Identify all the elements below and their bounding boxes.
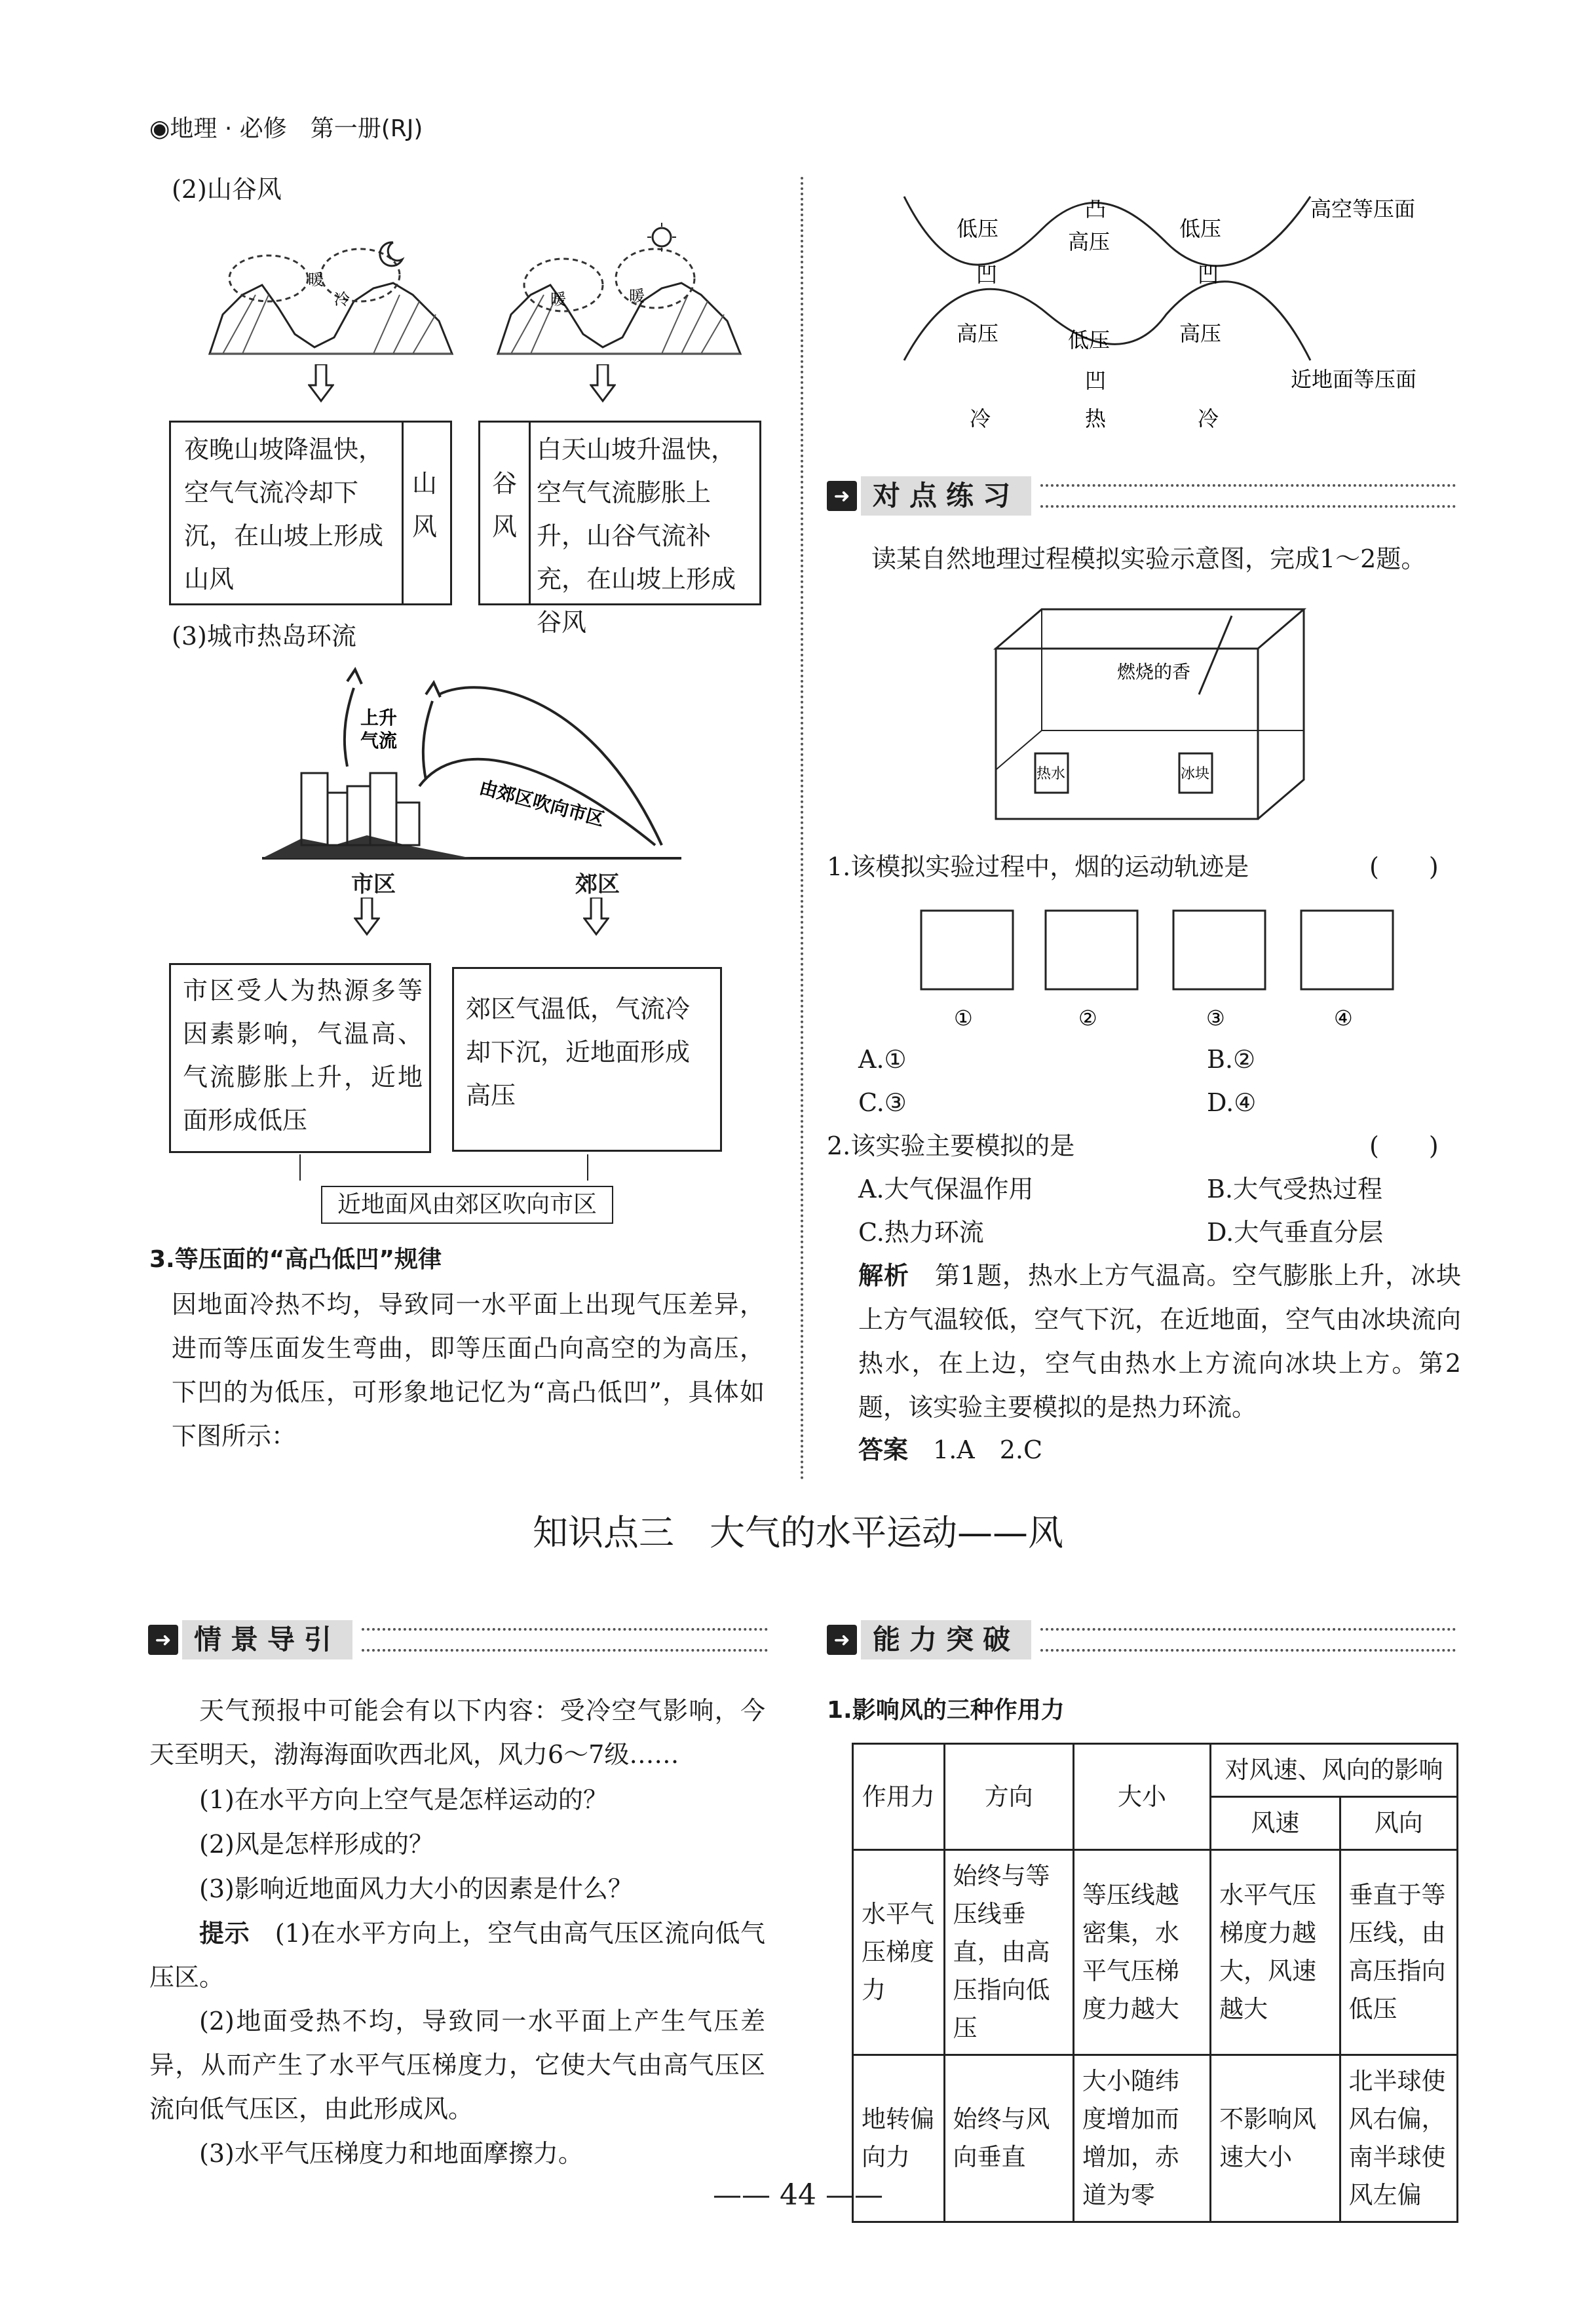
scene-hint1: 提示 (1)在水平方向上，空气由高气压区流向低气压区。: [149, 1919, 765, 1992]
ability-title: 1.影响风的三种作用力: [827, 1697, 1065, 1724]
q1-text: 1.该模拟实验过程中，烟的运动轨迹是: [827, 852, 1249, 881]
heat-island-title: (3)城市热岛环流: [172, 622, 356, 651]
q2-option-a[interactable]: A.大气保温作用: [858, 1175, 1034, 1203]
rule-title: 3.等压面的“高凸低凹”规律: [149, 1246, 442, 1273]
svg-text:凹: 凹: [1085, 368, 1107, 393]
circulation-options-diagram: [915, 904, 1439, 1035]
th-speed: 风速: [1211, 1797, 1340, 1850]
valley-wind-diagram: [203, 223, 780, 380]
sun-icon: [647, 223, 676, 252]
page-number: —— 44 ——: [713, 2178, 883, 2212]
q1-option-a[interactable]: A.①: [858, 1045, 907, 1074]
ability-header: ➜ 能力突破: [827, 1618, 1456, 1661]
table-row: 水平气压梯度力 始终与等压线垂直，由高压指向低压 等压线越密集，水平气压梯度力越大 水平气压梯度力越大，风速越大 垂直于等压线，由高压指向低压: [853, 1850, 1458, 2055]
svg-text:高压: 高压: [1179, 321, 1222, 346]
down-arrow-icon: [308, 364, 334, 404]
scene-hint3: (3)水平气压梯度力和地面摩擦力。: [199, 2139, 583, 2168]
down-arrow-icon: [590, 364, 616, 404]
svg-text:低压: 低压: [1179, 216, 1222, 241]
valley-title: (2)山谷风: [172, 175, 282, 204]
svg-text:热: 热: [1085, 406, 1107, 431]
heat-island-diagram: [262, 662, 681, 898]
arrow-icon: ➜: [827, 481, 857, 511]
city-label: 市区: [351, 871, 396, 898]
city-box: 市区受人为热源多等因素影响，气温高、气流膨胀上升，近地面形成低压: [169, 963, 431, 1153]
valley-wind-label: 谷风: [491, 469, 517, 541]
th-direction: 方向: [944, 1744, 1073, 1850]
upper-isobar-label: 高空等压面: [1310, 197, 1416, 221]
option-2-label: ②: [1078, 1006, 1097, 1031]
svg-text:暖: 暖: [550, 290, 566, 309]
svg-text:低压: 低压: [957, 216, 999, 241]
option-1-label: ①: [954, 1006, 973, 1031]
q2-option-b[interactable]: B.大气受热过程: [1207, 1175, 1383, 1203]
th-wind-direction: 风向: [1340, 1797, 1458, 1850]
scene-hint2: (2)地面受热不均，导致同一水平面上产生气压差异，从而产生了水平气压梯度力，它使大气由高气压区流向低气压区，由此形成风。: [149, 2007, 765, 2123]
book-header: ◉地理 · 必修 第一册(RJ): [149, 115, 423, 142]
arrow-icon: ➜: [148, 1625, 178, 1655]
option-3-label: ③: [1206, 1006, 1225, 1031]
svg-text:气流: 气流: [360, 730, 398, 751]
practice-header: ➜ 对点练习: [827, 474, 1456, 518]
q2-paren: ( ): [1369, 1131, 1439, 1160]
rule-text: 因地面冷热不均，导致同一水平面上出现气压差异，进而等压面发生弯曲，即等压面凸向高空的为高压，下凹的为低压，可形象地记忆为“高凸低凹”，具体如下图所示：: [172, 1290, 765, 1450]
q1-option-d[interactable]: D.④: [1207, 1088, 1257, 1117]
q1-paren: ( ): [1369, 852, 1439, 881]
q2-option-d[interactable]: D.大气垂直分层: [1207, 1218, 1384, 1247]
warm-label: 暖: [308, 271, 324, 289]
th-influence: 对风速、风向的影响: [1211, 1744, 1458, 1797]
arrow-icon: ➜: [827, 1625, 857, 1655]
suburb-label: 郊区: [575, 871, 620, 898]
force-table: [852, 1743, 1458, 2223]
hot-water-label: 热水: [1036, 766, 1066, 782]
down-arrow-icon: [354, 898, 380, 937]
practice-intro: 读某自然地理过程模拟实验示意图，完成1～2题。: [871, 544, 1426, 573]
th-force: 作用力: [853, 1744, 945, 1850]
analysis: 解析 第1题，热水上方气温高。空气膨胀上升，冰块上方气温较低，空气下沉，在近地面，空气由冰块流向热水，在上边，空气由热水上方流向冰块上方。第2题，该实验主要模拟的是热力环流。: [858, 1261, 1461, 1422]
svg-text:凹: 凹: [976, 262, 998, 287]
svg-text:低压: 低压: [1068, 328, 1111, 352]
cold-label: 冷: [334, 290, 350, 309]
scene-header: ➜ 情景导引: [148, 1618, 768, 1661]
svg-text:冷: 冷: [1198, 406, 1219, 431]
column-divider: [801, 177, 803, 1481]
incense-label: 燃烧的香: [1117, 661, 1191, 683]
svg-text:冷: 冷: [970, 406, 991, 431]
q1-option-b[interactable]: B.②: [1207, 1045, 1256, 1074]
svg-text:高压: 高压: [1068, 229, 1111, 254]
svg-text:暖: 暖: [629, 287, 645, 305]
svg-text:凹: 凹: [1198, 262, 1219, 287]
result-box: 近地面风由郊区吹向市区: [321, 1186, 613, 1224]
suburb-box: 郊区气温低，气流冷却下沉，近地面形成高压: [452, 967, 722, 1152]
experiment-diagram: [983, 603, 1323, 825]
arrow-label: 由郊区吹向市区: [477, 776, 607, 831]
scene-p1: 天气预报中可能会有以下内容：受冷空气影响，今天至明天，渤海海面吹西北风，风力6～7级……: [149, 1696, 765, 1769]
scene-q1: (1)在水平方向上空气是怎样运动的？: [199, 1785, 608, 1814]
svg-text:凸: 凸: [1085, 197, 1107, 221]
q2-option-c[interactable]: C.热力环流: [858, 1218, 984, 1247]
answer: 答案 1.A 2.C: [858, 1435, 1043, 1464]
svg-text:上升: 上升: [360, 707, 398, 729]
table-row: 地转偏向力 始终与风向垂直 大小随纬度增加而增加，赤道为零 不影响风速大小 北半球使风右偏，南半球使风左偏: [853, 2055, 1458, 2222]
svg-text:高压: 高压: [957, 321, 999, 346]
q1-option-c[interactable]: C.③: [858, 1088, 907, 1117]
valley-wind-box: 谷风 白天山坡升温快，空气气流膨胀上升，山谷气流补充，在山坡上形成谷风: [478, 421, 761, 605]
isobar-diagram: [891, 183, 1441, 445]
mountain-wind-label: 山风: [411, 469, 437, 541]
lower-isobar-label: 近地面等压面: [1291, 367, 1417, 392]
th-magnitude: 大小: [1073, 1744, 1210, 1850]
option-4-label: ④: [1334, 1006, 1353, 1031]
ice-label: 冰块: [1181, 766, 1210, 782]
section-title: 知识点三 大气的水平运动——风: [533, 1512, 1063, 1553]
scene-q2: (2)风是怎样形成的？: [199, 1830, 434, 1859]
down-arrow-icon: [583, 898, 609, 937]
mountain-wind-box: 夜晚山坡降温快，空气气流冷却下沉，在山坡上形成山风 山风: [169, 421, 452, 605]
scene-q3: (3)影响近地面风力大小的因素是什么？: [199, 1874, 633, 1903]
q2-text: 2.该实验主要模拟的是: [827, 1131, 1075, 1160]
